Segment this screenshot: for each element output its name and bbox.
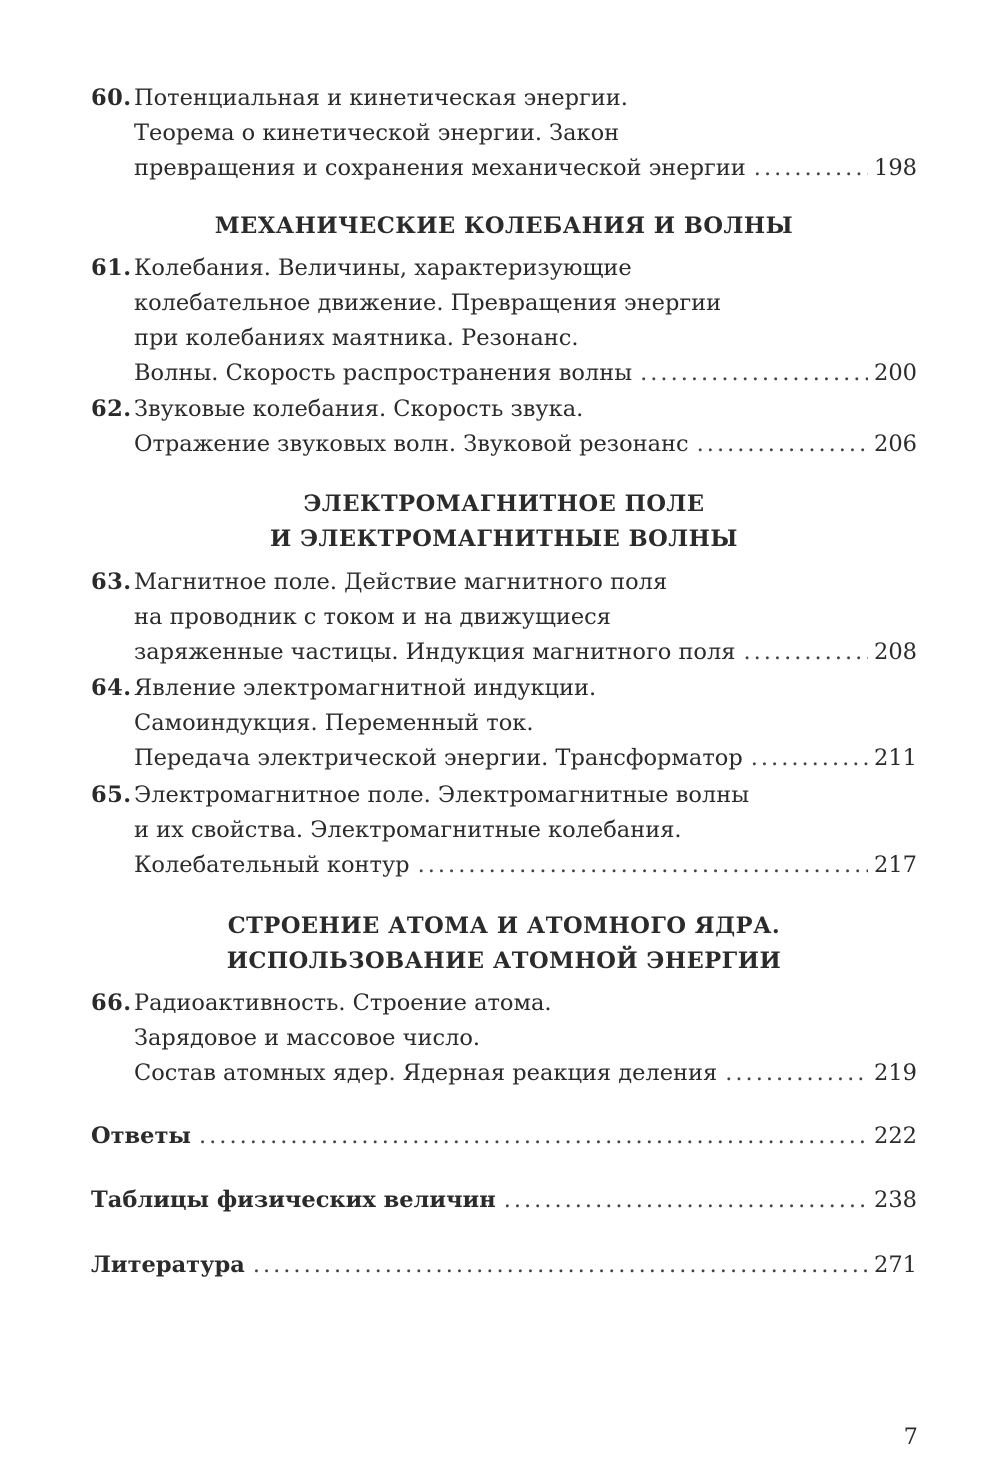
section-heading-line: ЭЛЕКТРОМАГНИТНОЕ ПОЛЕ <box>303 491 705 517</box>
dot-leader <box>504 1183 868 1218</box>
entry-text: на проводник с током и на движущиеся <box>134 604 611 630</box>
entry-text: Передача электрической энергии. Трансформатор <box>134 745 743 771</box>
entry-text: Колебательный контур <box>134 852 410 878</box>
section-heading-electromagnetism <box>91 487 917 557</box>
toc-entry-62[interactable] <box>91 392 917 462</box>
toc-entry-60[interactable] <box>91 81 917 186</box>
section-heading-atom <box>91 909 917 979</box>
entry-text: Колебания. Величины, характеризующие <box>134 255 632 281</box>
entry-text: Отражение звуковых волн. Звуковой резонанс <box>134 431 689 457</box>
entry-number: 66. <box>91 990 132 1016</box>
toc-entry-literature[interactable] <box>91 1248 917 1283</box>
entry-number: 63. <box>91 569 132 595</box>
section-heading-line: СТРОЕНИЕ АТОМА И АТОМНОГО ЯДРА. <box>227 913 781 939</box>
toc-entry-63[interactable] <box>91 565 917 670</box>
entry-number: 62. <box>91 396 132 422</box>
dot-leader <box>743 635 868 670</box>
page-number: 7 <box>903 1424 918 1450</box>
section-heading-mechanics <box>91 209 917 244</box>
toc-entry-66[interactable] <box>91 986 917 1091</box>
toc-entry-answers[interactable] <box>91 1119 917 1154</box>
entry-last-line <box>134 427 917 462</box>
section-heading-line: ИСПОЛЬЗОВАНИЕ АТОМНОЙ ЭНЕРГИИ <box>226 948 782 974</box>
entry-text: Ответы <box>91 1123 191 1149</box>
entry-text: Зарядовое и массовое число. <box>134 1025 481 1051</box>
entry-number: 65. <box>91 782 132 808</box>
dot-leader <box>754 151 868 186</box>
entry-text: превращения и сохранения механической энергии <box>134 155 746 181</box>
entry-last-line <box>134 1056 917 1091</box>
dot-leader <box>418 848 868 883</box>
section-heading-line: И ЭЛЕКТРОМАГНИТНЫЕ ВОЛНЫ <box>270 526 738 552</box>
entry-text: заряженные частицы. Индукция магнитного поля <box>134 639 736 665</box>
entry-last-line <box>91 1119 917 1154</box>
entry-text: Волны. Скорость распространения волны <box>134 360 633 386</box>
entry-last-line <box>134 848 917 883</box>
entry-last-line <box>134 356 917 391</box>
entry-text: Самоиндукция. Переменный ток. <box>134 710 534 736</box>
entry-text: Таблицы физических величин <box>91 1187 496 1213</box>
dot-leader <box>725 1056 868 1091</box>
entry-last-line <box>134 741 917 776</box>
page-reference: 208 <box>874 639 917 665</box>
page-reference: 211 <box>874 745 917 771</box>
entry-text: Явление электромагнитной индукции. <box>134 675 597 701</box>
toc-entry-65[interactable] <box>91 778 917 883</box>
page-reference: 222 <box>874 1123 917 1149</box>
page-reference: 217 <box>874 852 917 878</box>
section-heading-line: МЕХАНИЧЕСКИЕ КОЛЕБАНИЯ И ВОЛНЫ <box>214 213 794 239</box>
dot-leader <box>697 427 868 462</box>
dot-leader <box>751 741 868 776</box>
entry-text: Звуковые колебания. Скорость звука. <box>134 396 584 422</box>
page-reference: 219 <box>874 1060 917 1086</box>
toc-entry-tables[interactable] <box>91 1183 917 1218</box>
page-reference: 271 <box>874 1252 917 1278</box>
dot-leader <box>640 356 868 391</box>
dot-leader <box>253 1248 868 1283</box>
page-reference: 206 <box>874 431 917 457</box>
entry-text: Литература <box>91 1252 245 1278</box>
entry-last-line <box>134 635 917 670</box>
dot-leader <box>199 1119 868 1154</box>
entry-number: 64. <box>91 675 132 701</box>
entry-text: колебательное движение. Превращения энергии <box>134 290 722 316</box>
page-reference: 198 <box>874 155 917 181</box>
page-reference: 200 <box>874 360 917 386</box>
entry-number: 61. <box>91 255 132 281</box>
entry-text: и их свойства. Электромагнитные колебания. <box>134 817 682 843</box>
entry-number: 60. <box>91 85 132 111</box>
entry-text: Потенциальная и кинетическая энергии. <box>134 85 628 111</box>
entry-last-line <box>91 1248 917 1283</box>
entry-text: при колебаниях маятника. Резонанс. <box>134 325 579 351</box>
entry-text: Теорема о кинетической энергии. Закон <box>134 120 620 146</box>
entry-text: Электромагнитное поле. Электромагнитные волны <box>134 782 750 808</box>
toc-entry-64[interactable] <box>91 671 917 776</box>
entry-last-line <box>134 151 917 186</box>
entry-text: Радиоактивность. Строение атома. <box>134 990 552 1016</box>
page-reference: 238 <box>874 1187 917 1213</box>
entry-text: Состав атомных ядер. Ядерная реакция деления <box>134 1060 718 1086</box>
toc-entry-61[interactable] <box>91 251 917 391</box>
entry-last-line <box>91 1183 917 1218</box>
entry-text: Магнитное поле. Действие магнитного поля <box>134 569 668 595</box>
